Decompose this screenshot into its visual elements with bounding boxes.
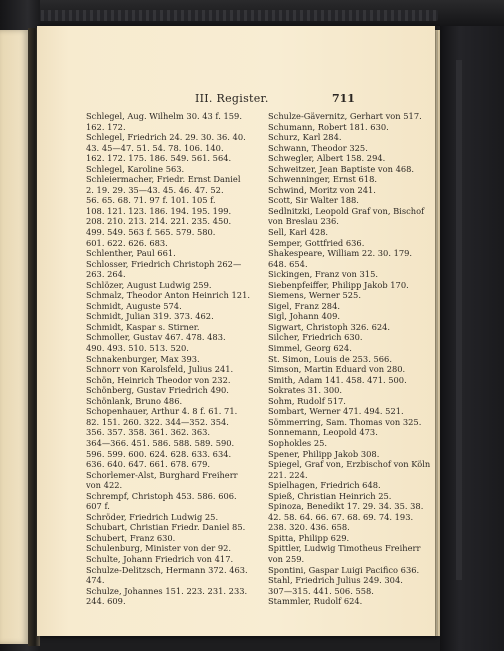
index-line: Spontini, Gaspar Luigi Pacifico 636. [268, 564, 420, 575]
index-line: Siebenpfeiffer, Philipp Jakob 170. [268, 279, 409, 290]
index-line: Schweitzer, Jean Baptiste von 468. [268, 163, 415, 174]
index-line: 244. 609. [86, 596, 126, 607]
index-line: Schwegler, Albert 158. 294. [268, 153, 386, 164]
index-column-right [268, 111, 451, 607]
index-line: Schrempf, Christoph 453. 586. 606. [86, 490, 237, 501]
index-line: Schlegel, Karoline 563. [86, 163, 185, 174]
cover-spine-bar [456, 60, 462, 580]
index-line: 364—366. 451. 586. 588. 589. 590. [86, 437, 235, 448]
index-line: 108. 121. 123. 186. 194. 195. 199. [86, 205, 232, 216]
index-line: Schmidt, Julian 319. 373. 462. [86, 311, 214, 322]
index-line: Spitta, Philipp 629. [268, 532, 350, 543]
index-line: Sigwart, Christoph 326. 624. [268, 321, 391, 332]
index-line: Stahl, Friedrich Julius 249. 304. [268, 575, 403, 586]
index-line: Schwind, Moritz von 241. [268, 184, 376, 195]
index-line: Schröder, Friedrich Ludwig 25. [86, 511, 219, 522]
index-line: Simmel, Georg 624. [268, 343, 352, 354]
index-line: Schorlemer-Alst, Burghard Freiherr [86, 469, 238, 480]
index-line: Schmidt, Kaspar s. Stirner. [86, 321, 200, 332]
index-line: Siemens, Werner 525. [268, 290, 361, 301]
page-number: 711 [332, 92, 355, 105]
index-line: Schulze-Delitzsch, Hermann 372. 463. [86, 564, 248, 575]
running-title: III. Register. [195, 92, 269, 105]
index-line: Schlegel, Friedrich 24. 29. 30. 36. 40. [86, 132, 246, 143]
index-line: 56. 65. 68. 71. 97 f. 101. 105 f. [86, 195, 216, 206]
index-line: 601. 622. 626. 683. [86, 237, 168, 248]
page-header [37, 92, 435, 106]
index-line: Sickingen, Franz von 315. [268, 269, 379, 280]
index-line: Schleiermacher, Friedr. Ernst Daniel [86, 174, 241, 185]
index-line: Schön, Heinrich Theodor von 232. [86, 374, 231, 385]
index-line: von Breslau 236. [268, 216, 339, 227]
index-line: Schlenther, Paul 661. [86, 248, 176, 259]
index-line: 648. 654. [268, 258, 308, 269]
index-line: Sigl, Johann 409. [268, 311, 340, 322]
index-line: Spielhagen, Friedrich 648. [268, 480, 381, 491]
index-line: Schopenhauer, Arthur 4. 8 f. 61. 71. [86, 406, 238, 417]
index-line: Spener, Philipp Jakob 308. [268, 448, 380, 459]
index-line: 499. 549. 563 f. 565. 579. 580. [86, 227, 216, 238]
index-line: Spittler, Ludwig Timotheus Freiherr [268, 543, 421, 554]
index-line: Schlosser, Friedrich Christoph 262— [86, 258, 242, 269]
facing-page-edge [0, 30, 28, 644]
index-line: Simson, Martin Eduard von 280. [268, 364, 406, 375]
index-line: Smith, Adam 141. 458. 471. 500. [268, 374, 407, 385]
index-line: Schönberg, Gustav Friedrich 490. [86, 385, 229, 396]
index-line: Scott, Sir Walter 188. [268, 195, 359, 206]
index-line: 474. [86, 575, 105, 586]
index-line: Schmalz, Theodor Anton Heinrich 121. [86, 290, 250, 301]
index-line: Schulte, Johann Friedrich von 417. [86, 553, 234, 564]
index-line: 162. 172. 175. 186. 549. 561. 564. [86, 153, 232, 164]
index-line: Schnakenburger, Max 393. [86, 353, 200, 364]
index-line: 162. 172. [86, 121, 126, 132]
index-line: Spieß, Christian Heinrich 25. [268, 490, 392, 501]
book-page [37, 26, 435, 636]
index-line: Schönlank, Bruno 486. [86, 395, 183, 406]
index-line: 208. 210. 213. 214. 221. 235. 450. [86, 216, 232, 227]
index-line: Schmoller, Gustav 467. 478. 483. [86, 332, 226, 343]
index-line: Spiegel, Graf von, Erzbischof von Köln [268, 459, 431, 470]
index-line: Schumann, Robert 181. 630. [268, 121, 389, 132]
index-line: 596. 599. 600. 624. 628. 633. 634. [86, 448, 232, 459]
index-line: Schulze-Gävernitz, Gerhart von 517. [268, 111, 422, 121]
index-line: Silcher, Friedrich 630. [268, 332, 363, 343]
index-line: Stammler, Rudolf 624. [268, 596, 363, 607]
index-line: 42. 58. 64. 66. 67. 68. 69. 74. 193. [268, 511, 414, 522]
index-line: Schurz, Karl 284. [268, 132, 342, 143]
index-line: 636. 640. 647. 661. 678. 679. [86, 459, 211, 470]
index-line: 356. 357. 358. 361. 362. 363. [86, 427, 211, 438]
index-line: Sombart, Werner 471. 494. 521. [268, 406, 404, 417]
index-line: 307—315. 441. 506. 558. [268, 585, 374, 596]
index-column-left [86, 111, 269, 607]
index-line: Schmidt, Auguste 574. [86, 300, 182, 311]
index-line: 263. 264. [86, 269, 126, 280]
index-line: St. Simon, Louis de 253. 566. [268, 353, 392, 364]
index-line: Sell, Karl 428. [268, 227, 329, 238]
index-line: Schubert, Franz 630. [86, 532, 176, 543]
index-line: 43. 45—47. 51. 54. 78. 106. 140. [86, 142, 224, 153]
index-line: Sedlnitzki, Leopold Graf von, Bischof [268, 205, 425, 216]
index-line: 2. 19. 29. 35—43. 45. 46. 47. 52. [86, 184, 224, 195]
index-line: 607 f. [86, 501, 110, 512]
index-line: 238. 320. 436. 658. [268, 522, 350, 533]
index-line: Schulenburg, Minister von der 92. [86, 543, 232, 554]
index-line: Sömmerring, Sam. Thomas von 325. [268, 416, 422, 427]
index-line: Schlözer, August Ludwig 259. [86, 279, 212, 290]
index-line: Sigel, Franz 284. [268, 300, 340, 311]
index-line: 221. 224. [268, 469, 308, 480]
index-line: Sophokles 25. [268, 437, 328, 448]
index-line: Spinoza, Benedikt 17. 29. 34. 35. 38. [268, 501, 424, 512]
index-line: von 259. [268, 553, 305, 564]
index-line: Schnorr von Karolsfeld, Julius 241. [86, 364, 234, 375]
index-line: Schulze, Johannes 151. 223. 231. 233. [86, 585, 248, 596]
index-line: Shakespeare, William 22. 30. 179. [268, 248, 413, 259]
index-line: Schwann, Theodor 325. [268, 142, 368, 153]
index-line: Sokrates 31. 300. [268, 385, 343, 396]
index-line: Sohm, Rudolf 517. [268, 395, 346, 406]
index-line: 82. 151. 260. 322. 344—352. 354. [86, 416, 229, 427]
index-line: Schlegel, Aug. Wilhelm 30. 43 f. 159. [86, 111, 242, 121]
index-line: von 422. [86, 480, 123, 491]
index-line: Schubart, Christian Friedr. Daniel 85. [86, 522, 246, 533]
index-line: 490. 493. 510. 513. 520. [86, 343, 189, 354]
index-line: Semper, Gottfried 636. [268, 237, 365, 248]
index-line: Sonnemann, Leopold 473. [268, 427, 378, 438]
cover-ornament-band [34, 10, 438, 21]
index-line: Schwenninger, Ernst 618. [268, 174, 377, 185]
